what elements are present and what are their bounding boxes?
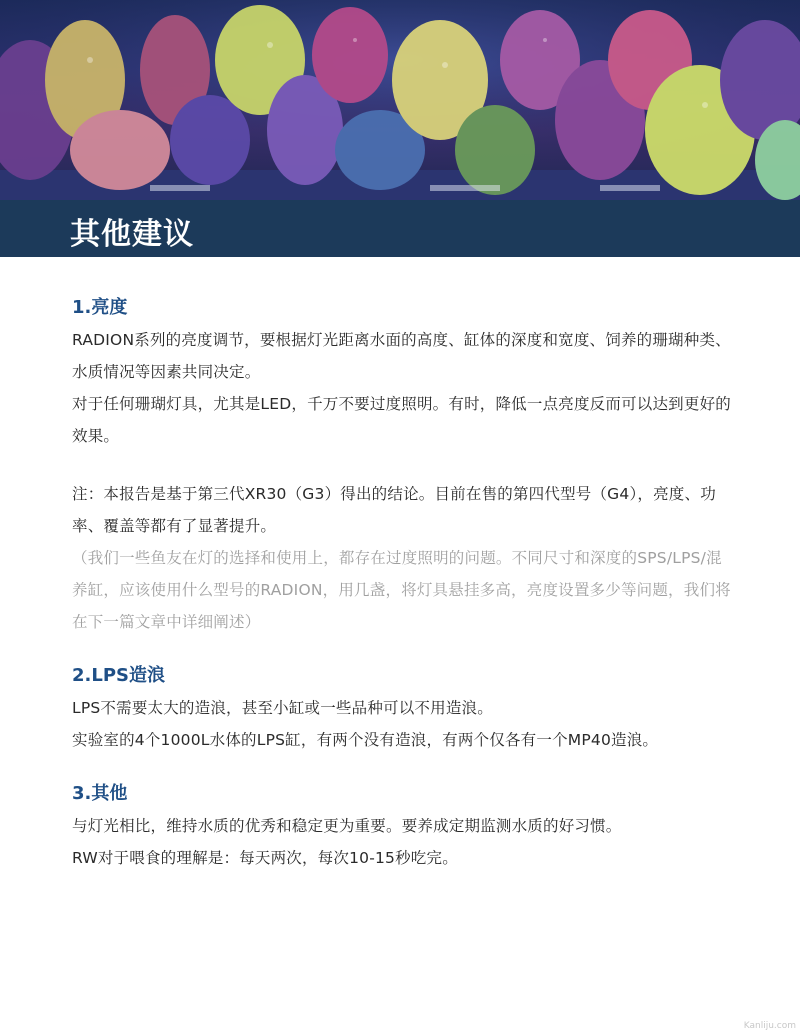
paragraph: 与灯光相比，维持水质的优秀和稳定更为重要。要养成定期监测水质的好习惯。 (72, 817, 622, 835)
coral-reef-banner (0, 0, 800, 200)
title-bar (0, 200, 800, 257)
page-title: 其他建议 (70, 217, 194, 252)
section-brightness (72, 292, 737, 638)
coral-reef-illustration (0, 0, 800, 200)
section-title-other: 3.其他 (72, 783, 128, 804)
aside-paragraph: （我们一些鱼友在灯的选择和使用上，都存在过度照明的问题。不同尺寸和深度的SPS/LPS/混养缸，应该使用什么型号的RADION，用几盏，将灯具悬挂多高，亮度设置多少等问题，我们将在下一篇文章中详细阐述） (72, 549, 731, 631)
paragraph: RADION系列的亮度调节，要根据灯光距离水面的高度、缸体的深度和宽度、饲养的珊瑚种类、水质情况等因素共同决定。 (72, 331, 731, 381)
paragraph: LPS不需要太大的造浪，甚至小缸或一些品种可以不用造浪。 (72, 699, 493, 717)
article-body (72, 292, 737, 874)
section-other (72, 778, 737, 874)
note-paragraph: 注：本报告是基于第三代XR30（G3）得出的结论。目前在售的第四代型号（G4），亮度、功率、覆盖等都有了显著提升。 (72, 485, 716, 535)
watermark: Kanliju.com (743, 1021, 796, 1031)
paragraph: RW对于喂食的理解是：每天两次，每次10-15秒吃完。 (72, 849, 458, 867)
section-title-lps-wave: 2.LPS造浪 (72, 665, 165, 686)
paragraph: 实验室的4个1000L水体的LPS缸，有两个没有造浪，有两个仅各有一个MP40造浪。 (72, 731, 659, 749)
section-lps-wave (72, 660, 737, 756)
paragraph: 对于任何珊瑚灯具，尤其是LED，千万不要过度照明。有时，降低一点亮度反而可以达到更好的效果。 (72, 395, 731, 445)
section-title-brightness: 1.亮度 (72, 297, 128, 318)
